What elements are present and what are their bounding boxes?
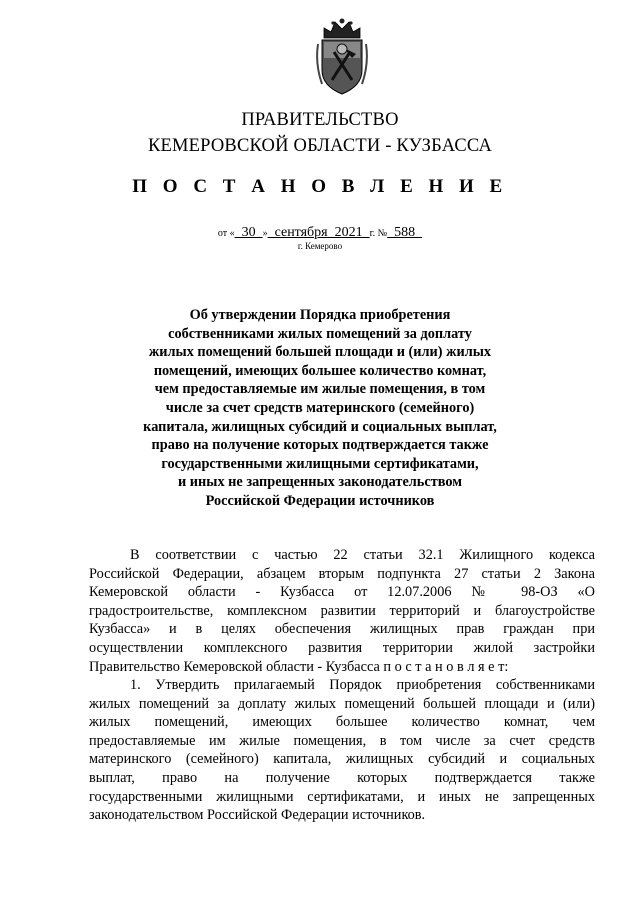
document-subject	[120, 306, 520, 511]
clause-1-paragraph	[89, 676, 595, 825]
date-number-line	[0, 224, 640, 241]
subject-line: право на получение которых подтверждается также	[151, 437, 489, 454]
paragraph-line: Кузбасса» и в целях обеспечения жилищных прав граждан при	[89, 621, 595, 638]
city-label: г. Кемерово	[297, 241, 343, 251]
paragraph-line: В соответствии с частью 22 статьи 32.1 Жилищного кодекса	[130, 547, 595, 563]
paragraph-line: осуществлении комплексного развития территории жилой застройки	[89, 639, 595, 656]
subject-line: Российской Федерации источников	[205, 492, 435, 509]
subject-line: государственными жилищными сертификатами,	[161, 455, 479, 472]
subject-line: чем предоставляемые им жилые помещения, в том	[154, 381, 486, 398]
preamble-paragraph	[89, 546, 595, 676]
paragraph-line: предоставляемые им жилые помещения, в том числе за счет средств	[89, 732, 595, 749]
subject-line: и иных не запрещенных законодательством	[178, 474, 462, 491]
government-name-line2: КЕМЕРОВСКОЙ ОБЛАСТИ - КУЗБАССА	[147, 136, 493, 156]
date-month-year: сентября 2021	[267, 225, 370, 240]
paragraph-line: градостроительстве, комплексном развитии территорий и благоустройстве	[89, 602, 595, 619]
document-title: П О С Т А Н О В Л Е Н И Е	[132, 176, 508, 197]
government-name-line1: ПРАВИТЕЛЬСТВО	[241, 110, 399, 130]
coat-of-arms-emblem	[314, 16, 370, 98]
paragraph-line: жилых помещений за доплату жилых помещений большей площади и (или)	[89, 695, 595, 712]
paragraph-line: Кемеровской области - Кузбасса от 12.07.2006 № 98-ОЗ «О	[89, 584, 595, 601]
date-day: 30	[234, 225, 263, 240]
paragraph-line: законодательством Российской Федерации источников.	[89, 807, 426, 824]
paragraph-line: Правительство Кемеровской области - Кузбасса п о с т а н о в л я е т:	[89, 658, 509, 675]
document-number: 588	[387, 225, 423, 240]
paragraph-line: государственными жилищными сертификатами, и иных не запрещенных	[89, 788, 595, 805]
number-label: г. №	[369, 228, 388, 239]
subject-line: капитала, жилищных субсидий и социальных выплат,	[143, 418, 497, 435]
paragraph-line: материнского (семейного) капитала, жилищных субсидий и социальных	[89, 751, 595, 768]
paragraph-line: жилых помещений, имеющих большее количество комнат, чем	[89, 714, 595, 731]
paragraph-line: Российской Федерации, абзацем вторым подпункта 27 статьи 2 Закона	[89, 565, 595, 582]
subject-line: Об утверждении Порядка приобретения	[189, 307, 451, 323]
date-close-quote: »	[262, 228, 268, 239]
paragraph-line: 1. Утвердить прилагаемый Порядок приобретения собственниками	[130, 677, 595, 693]
paragraph-line: выплат, право на получение которых подтверждается также	[89, 769, 595, 786]
subject-line: числе за счет средств материнского (семейного)	[165, 399, 475, 416]
subject-line: собственниками жилых помещений за доплату	[168, 325, 472, 342]
subject-line: жилых помещений большей площади и (или) жилых	[148, 344, 492, 361]
date-from-label: от «	[217, 228, 235, 239]
subject-line: помещений, имеющих большее количество комнат,	[153, 362, 487, 379]
